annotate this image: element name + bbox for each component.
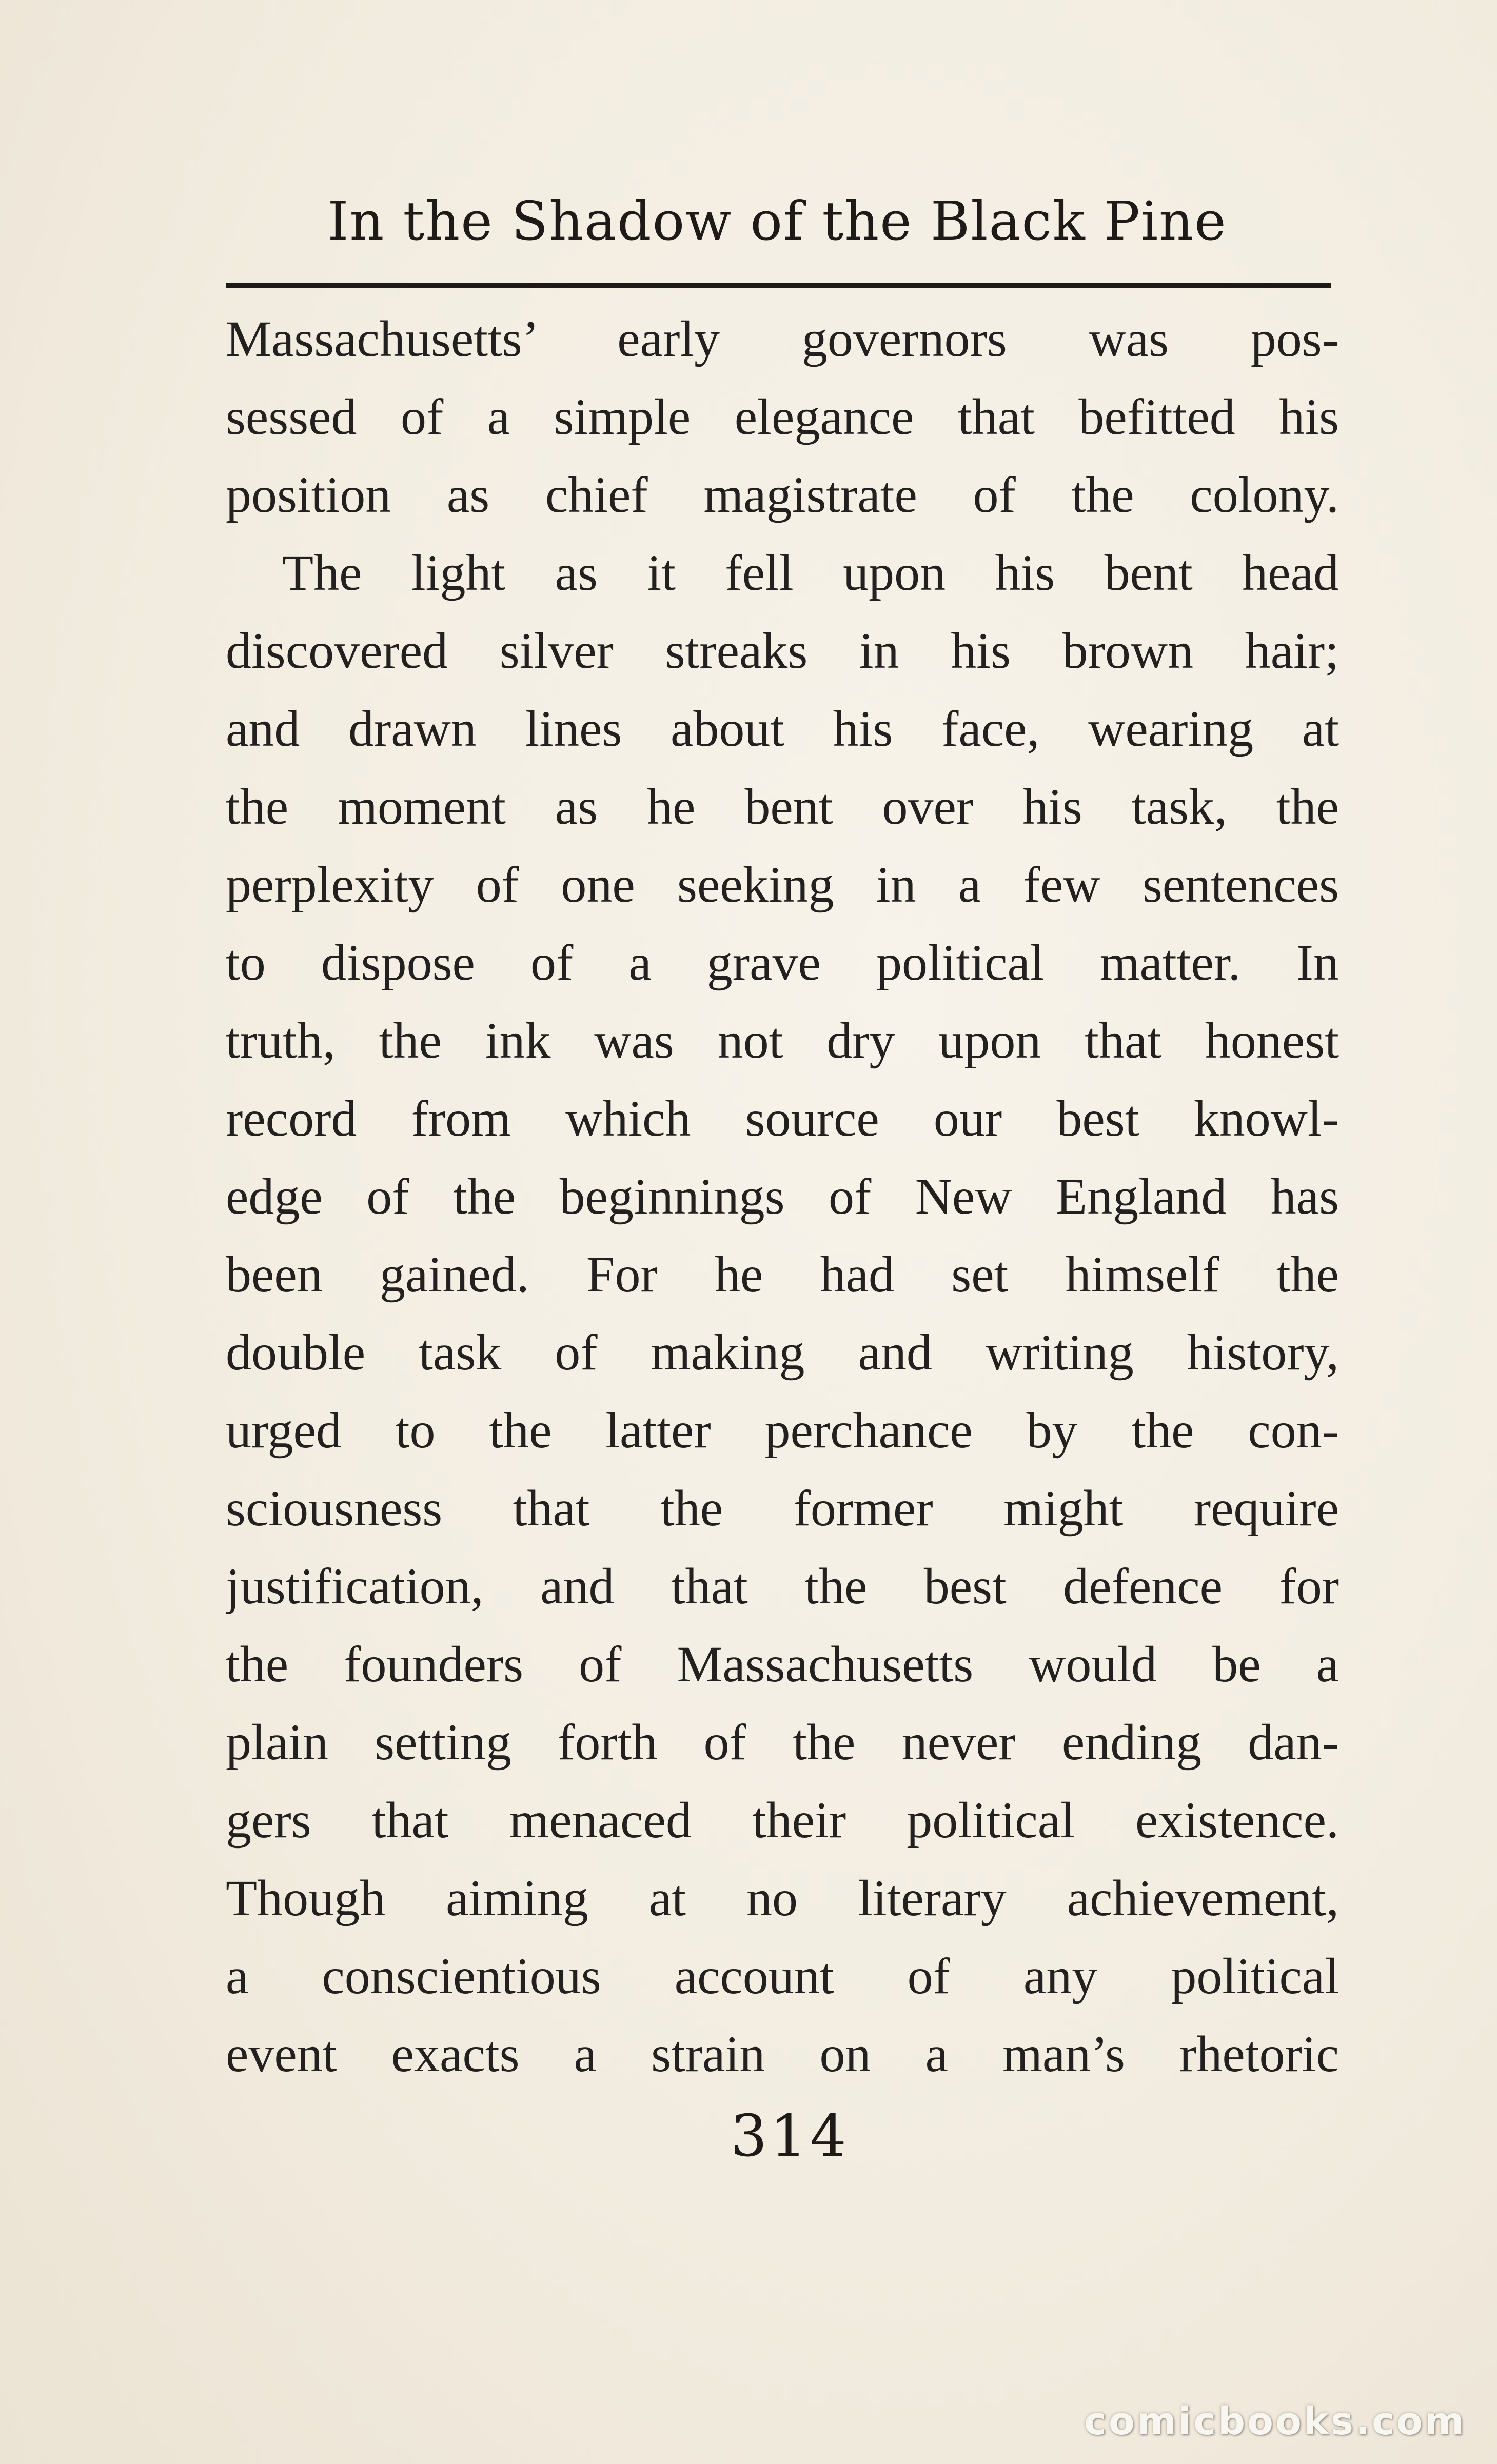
text-line: plain setting forth of the never ending dan- xyxy=(226,1714,1339,1771)
text-line: urged to the latter perchance by the con- xyxy=(226,1402,1339,1459)
text-line: sessed of a simple elegance that befitted his xyxy=(226,388,1339,445)
text-line: record from which source our best knowl- xyxy=(226,1090,1339,1147)
text-line: and drawn lines about his face, wearing at xyxy=(226,700,1339,757)
text-line: sciousness that the former might require xyxy=(226,1480,1339,1537)
text-line: been gained. For he had set himself the xyxy=(226,1246,1339,1303)
text-line: justification, and that the best defence for xyxy=(226,1558,1339,1615)
text-line: the moment as he bent over his task, the xyxy=(226,778,1339,835)
text-line: discovered silver streaks in his brown hair; xyxy=(226,622,1339,679)
text-line: Massachusetts’ early governors was pos- xyxy=(226,310,1339,367)
text-line: to dispose of a grave political matter. In xyxy=(226,934,1339,991)
text-line: Though aiming at no literary achievement, xyxy=(226,1870,1339,1926)
running-head: In the Shadow of the Black Pine xyxy=(327,190,1227,252)
body-text xyxy=(226,300,1339,2093)
text-line: gers that menaced their political existence. xyxy=(226,1792,1339,1849)
text-line: event exacts a strain on a man’s rhetoric xyxy=(226,2025,1339,2082)
head-rule xyxy=(226,283,1331,288)
text-line: truth, the ink was not dry upon that honest xyxy=(226,1012,1339,1069)
text-line: a conscientious account of any political xyxy=(226,1948,1339,2004)
text-line: double task of making and writing history, xyxy=(226,1324,1339,1381)
text-line: perplexity of one seeking in a few sentences xyxy=(226,856,1339,913)
text-line: edge of the beginnings of New England has xyxy=(226,1168,1339,1225)
page-number: 314 xyxy=(731,2103,850,2170)
text-line: position as chief magistrate of the colony. xyxy=(226,466,1339,523)
text-line: The light as it fell upon his bent head xyxy=(282,544,1339,601)
text-line: the founders of Massachusetts would be a xyxy=(226,1636,1339,1693)
watermark: comicbooks.com xyxy=(1084,2399,1466,2443)
